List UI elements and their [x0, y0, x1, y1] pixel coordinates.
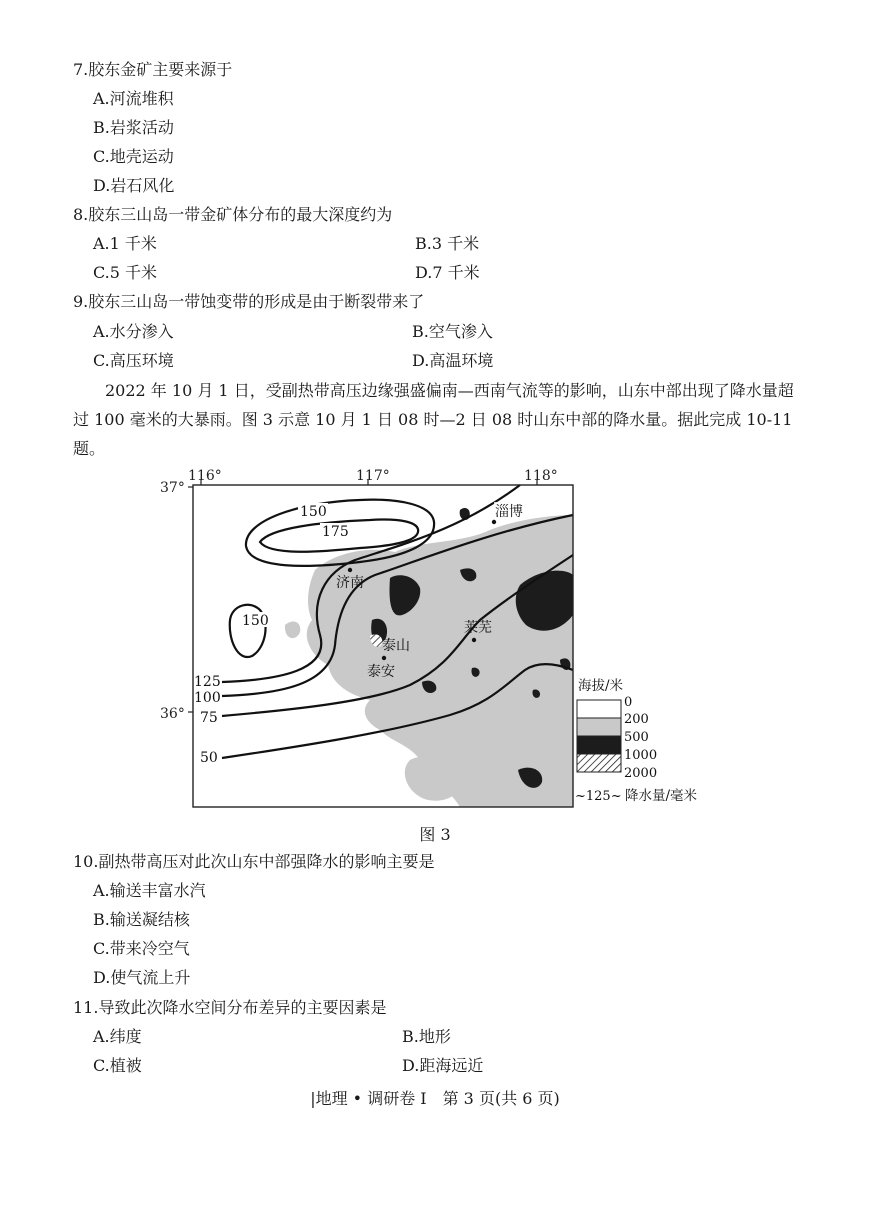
legend-title: 海拔/米	[578, 678, 624, 694]
legend-level-0: 0	[624, 695, 633, 710]
legend-isohyet-sample: ~125~	[575, 789, 622, 804]
isohyet-label-125: 125	[194, 674, 221, 690]
precipitation-map	[160, 460, 720, 815]
lon-label-116: 116°	[188, 468, 222, 484]
question-10-option-b[interactable]: B.输送凝结核	[93, 910, 190, 929]
question-7-option-a[interactable]: A.河流堆积	[93, 89, 174, 108]
isohyet-label-50: 50	[200, 750, 218, 766]
city-dot-laiwu	[472, 638, 476, 642]
city-label-laiwu: 莱芜	[464, 620, 492, 636]
city-dot-zibo	[492, 520, 496, 524]
question-11-option-d[interactable]: D.距海远近	[402, 1056, 484, 1075]
passage-text: 2022 年 10 月 1 日，受副热带高压边缘强盛偏南—西南气流等的影响，山东中部出现了降水量超过 100 毫米的大暴雨。图 3 示意 10 月 1 日 08 时—2 日 08 时山东中部的降水量。据此完成 10-11 题。	[73, 381, 794, 458]
legend-level-1000: 1000	[624, 748, 658, 763]
isohyet-label-100: 100	[194, 690, 221, 706]
question-9-option-d[interactable]: D.高温环境	[412, 351, 494, 370]
question-7-option-d[interactable]: D.岩石风化	[93, 176, 175, 195]
lat-label-37: 37°	[160, 480, 185, 496]
map-frame	[188, 480, 573, 807]
lat-label-36: 36°	[160, 706, 185, 722]
figure-caption: 图 3	[419, 825, 451, 844]
question-8-stem: 8.胶东三山岛一带金矿体分布的最大深度约为	[73, 205, 393, 224]
city-dot-jinan	[348, 568, 352, 572]
question-9-option-b[interactable]: B.空气渗入	[412, 322, 493, 341]
question-8-option-c[interactable]: C.5 千米	[93, 263, 158, 282]
lon-label-117: 117°	[356, 468, 390, 484]
isohyet-label-175: 175	[322, 524, 349, 540]
question-10-option-a[interactable]: A.输送丰富水汽	[93, 881, 206, 900]
city-label-taishan: 泰山	[382, 638, 410, 654]
question-11-stem: 11.导致此次降水空间分布差异的主要因素是	[73, 998, 387, 1017]
legend-level-200: 200	[624, 712, 649, 727]
question-11-option-c[interactable]: C.植被	[93, 1056, 142, 1075]
city-label-jinan: 济南	[336, 575, 364, 591]
question-7-stem: 7.胶东金矿主要来源于	[73, 60, 233, 79]
map-legend	[575, 677, 698, 804]
question-8-option-d[interactable]: D.7 千米	[415, 263, 480, 282]
isohyet-label-150-west: 150	[242, 613, 269, 629]
question-9-option-c[interactable]: C.高压环境	[93, 351, 174, 370]
city-label-zibo: 淄博	[495, 504, 523, 520]
question-11-option-a[interactable]: A.纬度	[93, 1027, 142, 1046]
question-10-option-d[interactable]: D.使气流上升	[93, 968, 191, 987]
legend-level-2000: 2000	[624, 766, 658, 781]
page-footer: |地理 • 调研卷 I 第 3 页(共 6 页)	[310, 1089, 560, 1108]
question-7-option-c[interactable]: C.地壳运动	[93, 147, 174, 166]
city-label-taian: 泰安	[367, 664, 395, 680]
question-11-option-b[interactable]: B.地形	[402, 1027, 451, 1046]
question-8-option-b[interactable]: B.3 千米	[415, 234, 480, 253]
isohyet-label-75: 75	[200, 710, 218, 726]
question-9-stem: 9.胶东三山岛一带蚀变带的形成是由于断裂带来了	[73, 292, 425, 311]
question-8-option-a[interactable]: A.1 千米	[93, 234, 157, 253]
question-7-option-b[interactable]: B.岩浆活动	[93, 118, 174, 137]
legend-isohyet-label: 降水量/毫米	[625, 788, 698, 804]
city-dot-taian	[382, 656, 386, 660]
question-10-option-c[interactable]: C.带来冷空气	[93, 939, 190, 958]
question-9-option-a[interactable]: A.水分渗入	[93, 322, 174, 341]
lon-label-118: 118°	[524, 468, 558, 484]
isohyet-label-150-north: 150	[300, 504, 327, 520]
legend-level-500: 500	[624, 730, 649, 745]
question-10-stem: 10.副热带高压对此次山东中部强降水的影响主要是	[73, 852, 435, 871]
